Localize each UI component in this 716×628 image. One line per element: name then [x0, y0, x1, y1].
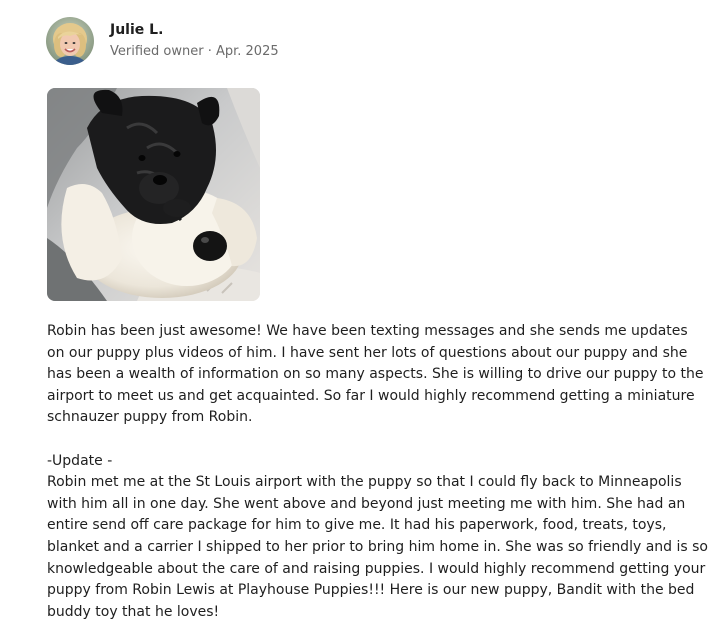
avatar[interactable] — [46, 17, 94, 65]
review-date: Verified owner · Apr. 2025 — [110, 44, 279, 59]
review-header — [46, 16, 279, 66]
review-body — [47, 321, 709, 623]
review-photo[interactable] — [47, 88, 260, 301]
review-paragraph-1: Robin has been just awesome! We have been texting messages and she sends me updates on our puppy plus videos of him. I have sent her lots of questions about our puppy and she has been a wealth of information on so many aspects. She is willing to drive our puppy to the airport to meet us and get acquainted. So far I would highly recommend getting a miniature schnauzer puppy from Robin. — [47, 323, 704, 426]
update-heading: -Update - — [47, 452, 113, 469]
avatar-image — [46, 17, 94, 65]
reviewer-name: Julie L. — [110, 22, 164, 38]
puppy-photo-icon — [47, 88, 260, 301]
review-paragraph-2: Robin met me at the St Louis airport with the puppy so that I could fly back to Minneapolis with him all in one day. She went above and beyond just meeting me with him. She had an entire send off care package for him to give me. It had his paperwork, food, treats, toys, blanket and a carrier I shipped to her prior to bring him home in. She was so friendly and is so knowledgeable about the care of and raising puppies. I would highly recommend getting your puppy from Robin Lewis at Playhouse Puppies!!! Here is our new puppy, Bandit with the bed buddy toy that he loves! — [47, 474, 708, 620]
reviewer-meta — [110, 20, 279, 62]
paragraph-spacer — [47, 429, 709, 451]
